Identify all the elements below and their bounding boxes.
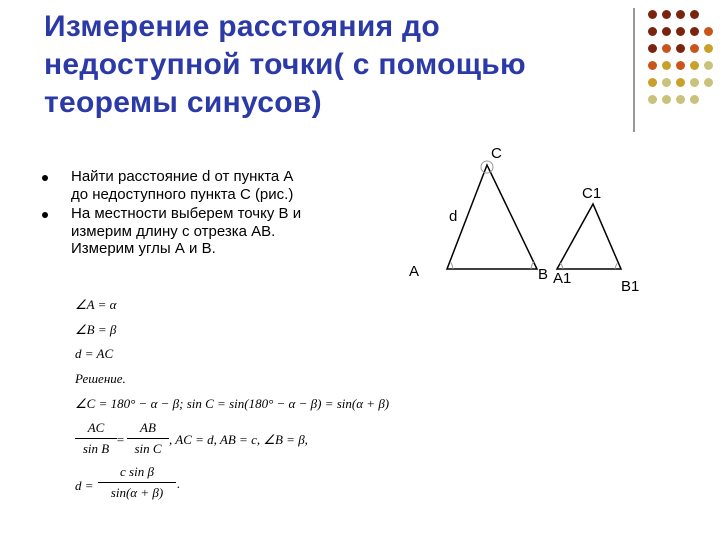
label-vertex-c1: C1: [582, 185, 602, 202]
formula-substitution: , AC = d, AB = c, ∠B = β,: [169, 432, 308, 447]
angle-mark-b1: [615, 263, 618, 269]
label-vertex-b: B: [538, 266, 549, 283]
fraction-ab-numerator: AB: [140, 420, 156, 435]
formula-angle-c: ∠C = 180° − α − β; sin C = sin(180° − α − β) = sin(α + β): [75, 396, 390, 411]
fraction-ac-numerator: AC: [87, 420, 105, 435]
fraction-ac-denominator: sin B: [82, 441, 110, 456]
fraction-bar: [75, 438, 117, 439]
formula-angle-a: ∠A = α: [75, 297, 117, 312]
formula-d-lhs: d =: [75, 478, 94, 493]
formula-end-period: .: [177, 476, 181, 491]
title-line-1: Измерение расстояния до: [44, 10, 440, 43]
angle-mark-a: [450, 262, 453, 269]
title-line-2: недоступной точки( с помощью: [44, 48, 526, 81]
bullet-text: На местности выберем точку В и измерим длину c отрезка АВ. Измерим углы А и В.: [71, 205, 302, 257]
fraction-ab-denominator: sin C: [134, 441, 162, 456]
fraction-result-numerator: c sin β: [120, 464, 154, 479]
formula-d: d = AC: [75, 346, 114, 361]
fraction-bar: [98, 482, 176, 483]
label-vertex-b1: B1: [621, 278, 640, 295]
label-side-d: d: [449, 208, 458, 225]
fraction-result-denominator: sin(α + β): [110, 485, 164, 500]
bullet-text: Найти расстояние d от пункта А до недоступного пункта С (рис.): [71, 168, 294, 203]
angle-mark-a1: [560, 263, 563, 269]
label-vertex-a1: A1: [553, 270, 572, 287]
fraction-bar: [127, 438, 169, 439]
triangle-abc: [447, 165, 537, 269]
formula-angle-b: ∠B = β: [75, 322, 117, 337]
label-vertex-c: C: [491, 145, 502, 162]
label-vertex-a: A: [409, 263, 420, 280]
triangle-a1b1c1: [557, 204, 621, 269]
solution-label: Решение.: [75, 371, 126, 386]
title-line-3: теоремы синусов): [44, 86, 322, 119]
equals-sign: =: [116, 432, 125, 447]
